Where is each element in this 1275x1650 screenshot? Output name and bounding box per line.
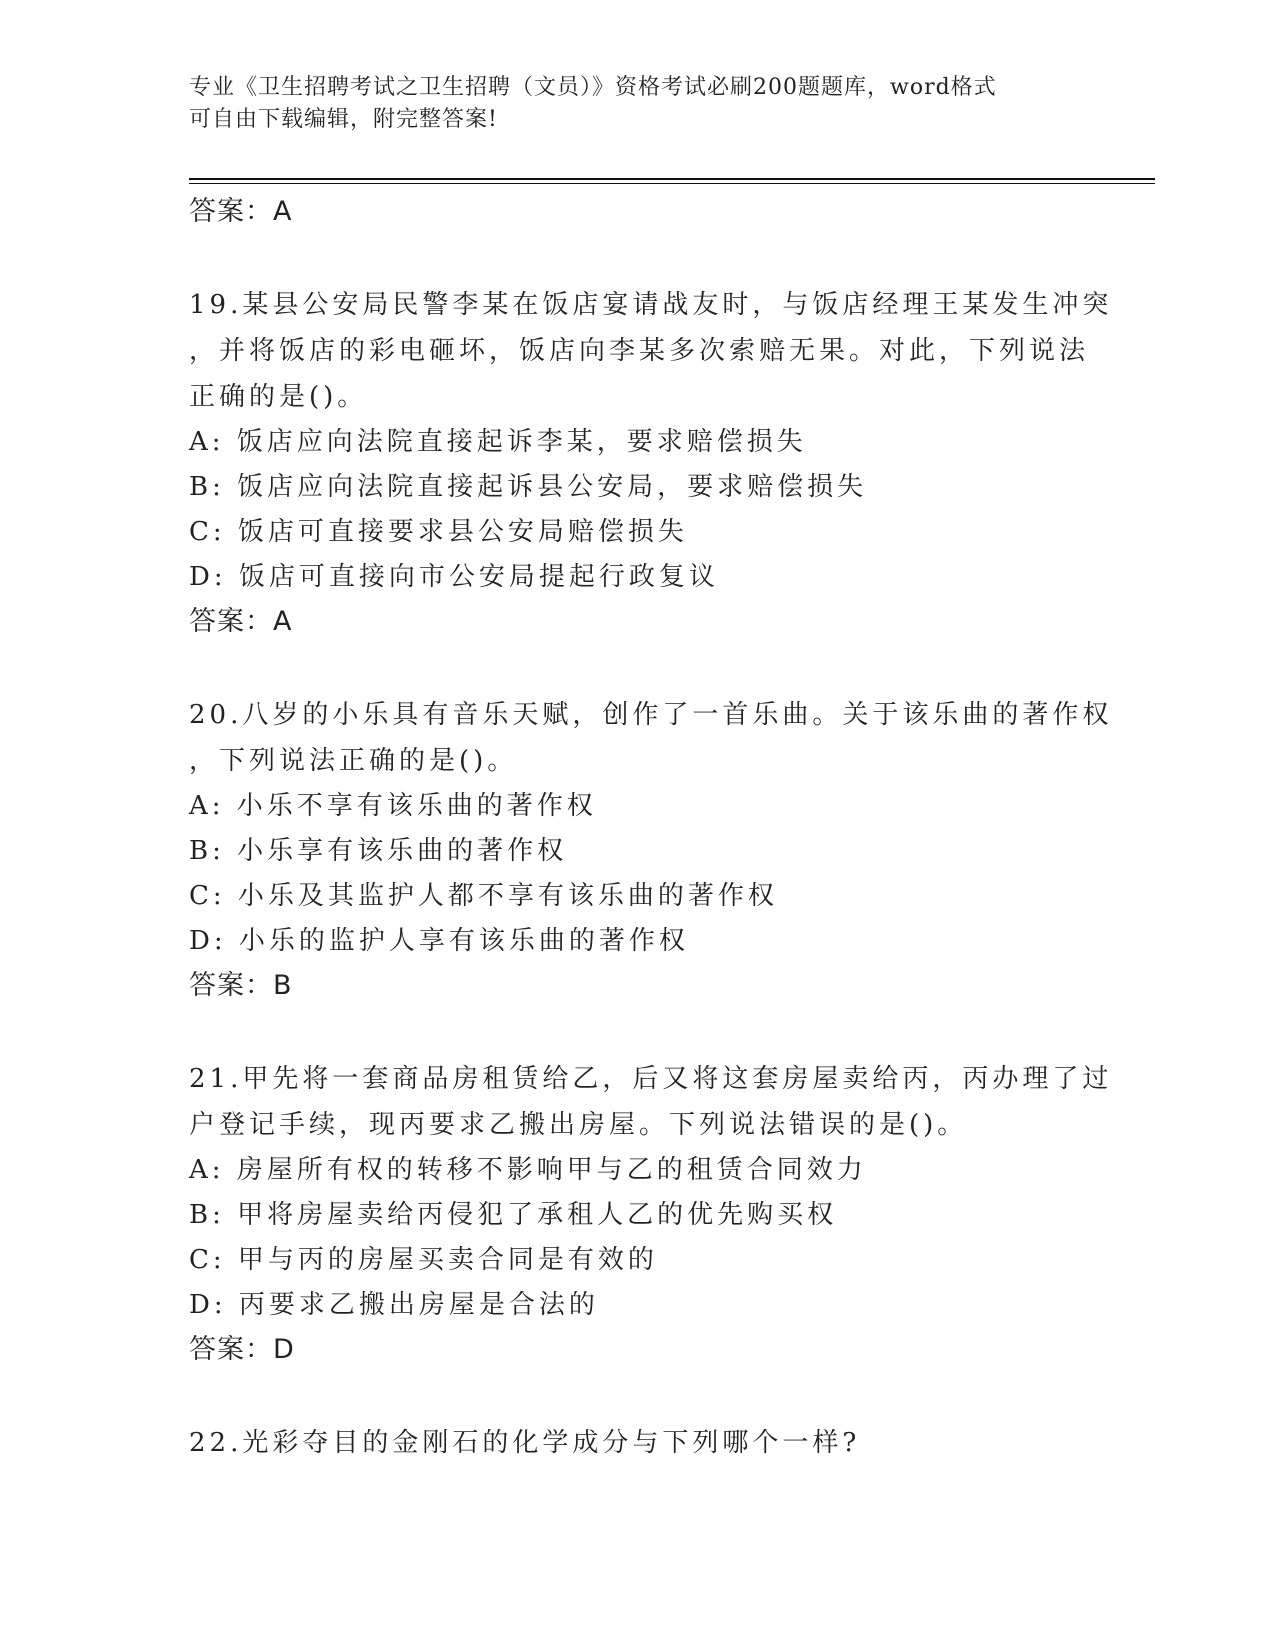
question-text-line: 正确的是()。: [189, 382, 368, 412]
spacer: [189, 1372, 1089, 1420]
answer-line: 答案：A: [189, 196, 293, 227]
answer-line: 答案：A: [189, 606, 293, 637]
page-header: [189, 72, 1069, 136]
option-d: D: 饭店可直接向市公安局提起行政复议: [189, 562, 719, 592]
question-19: [189, 282, 1113, 644]
header-rule-thick: [189, 178, 1155, 180]
header-line-1: 专业《卫生招聘考试之卫生招聘（文员）》资格考试必刷200题题库，word格式: [189, 75, 997, 100]
option-b: B: 小乐享有该乐曲的著作权: [189, 836, 568, 866]
header-rule-thin: [189, 183, 1155, 184]
option-d: D: 丙要求乙搬出房屋是合法的: [189, 1290, 599, 1320]
question-text-line: ，并将饭店的彩电砸坏，饭店向李某多次索赔无果。对此，下列说法: [189, 336, 1090, 366]
question-20: [189, 692, 1113, 1008]
option-c: C: 饭店可直接要求县公安局赔偿损失: [189, 517, 688, 547]
option-a: A: 小乐不享有该乐曲的著作权: [189, 791, 597, 821]
option-c: C: 甲与丙的房屋买卖合同是有效的: [189, 1245, 658, 1275]
header-line-2: 可自由下载编辑，附完整答案!: [189, 107, 498, 132]
answer-line: 答案：D: [189, 1334, 295, 1365]
question-list: [189, 190, 1113, 1466]
option-d: D: 小乐的监护人享有该乐曲的著作权: [189, 926, 689, 956]
option-b: B: 甲将房屋卖给丙侵犯了承租人乙的优先购买权: [189, 1200, 838, 1230]
answer-line: 答案：B: [189, 970, 293, 1001]
question-text-line: 20.八岁的小乐具有音乐天赋，创作了一首乐曲。关于该乐曲的著作权: [189, 700, 1113, 730]
spacer: [189, 234, 1089, 282]
spacer: [189, 1008, 1089, 1056]
option-a: A: 饭店应向法院直接起诉李某，要求赔偿损失: [189, 427, 807, 457]
question-text-line: 21.甲先将一套商品房租赁给乙，后又将这套房屋卖给丙，丙办理了过: [189, 1064, 1113, 1094]
question-text-line: 22.光彩夺目的金刚石的化学成分与下列哪个一样?: [189, 1428, 861, 1458]
option-b: B: 饭店应向法院直接起诉县公安局，要求赔偿损失: [189, 472, 868, 502]
spacer: [189, 644, 1089, 692]
question-22: [189, 1420, 1089, 1466]
option-a: A: 房屋所有权的转移不影响甲与乙的租赁合同效力: [189, 1155, 867, 1185]
question-21: [189, 1056, 1113, 1372]
question-text-line: 户登记手续，现丙要求乙搬出房屋。下列说法错误的是()。: [189, 1110, 968, 1140]
question-text-line: ，下列说法正确的是()。: [189, 746, 518, 776]
question-text-line: 19.某县公安局民警李某在饭店宴请战友时，与饭店经理王某发生冲突: [189, 290, 1113, 320]
option-c: C: 小乐及其监护人都不享有该乐曲的著作权: [189, 881, 778, 911]
